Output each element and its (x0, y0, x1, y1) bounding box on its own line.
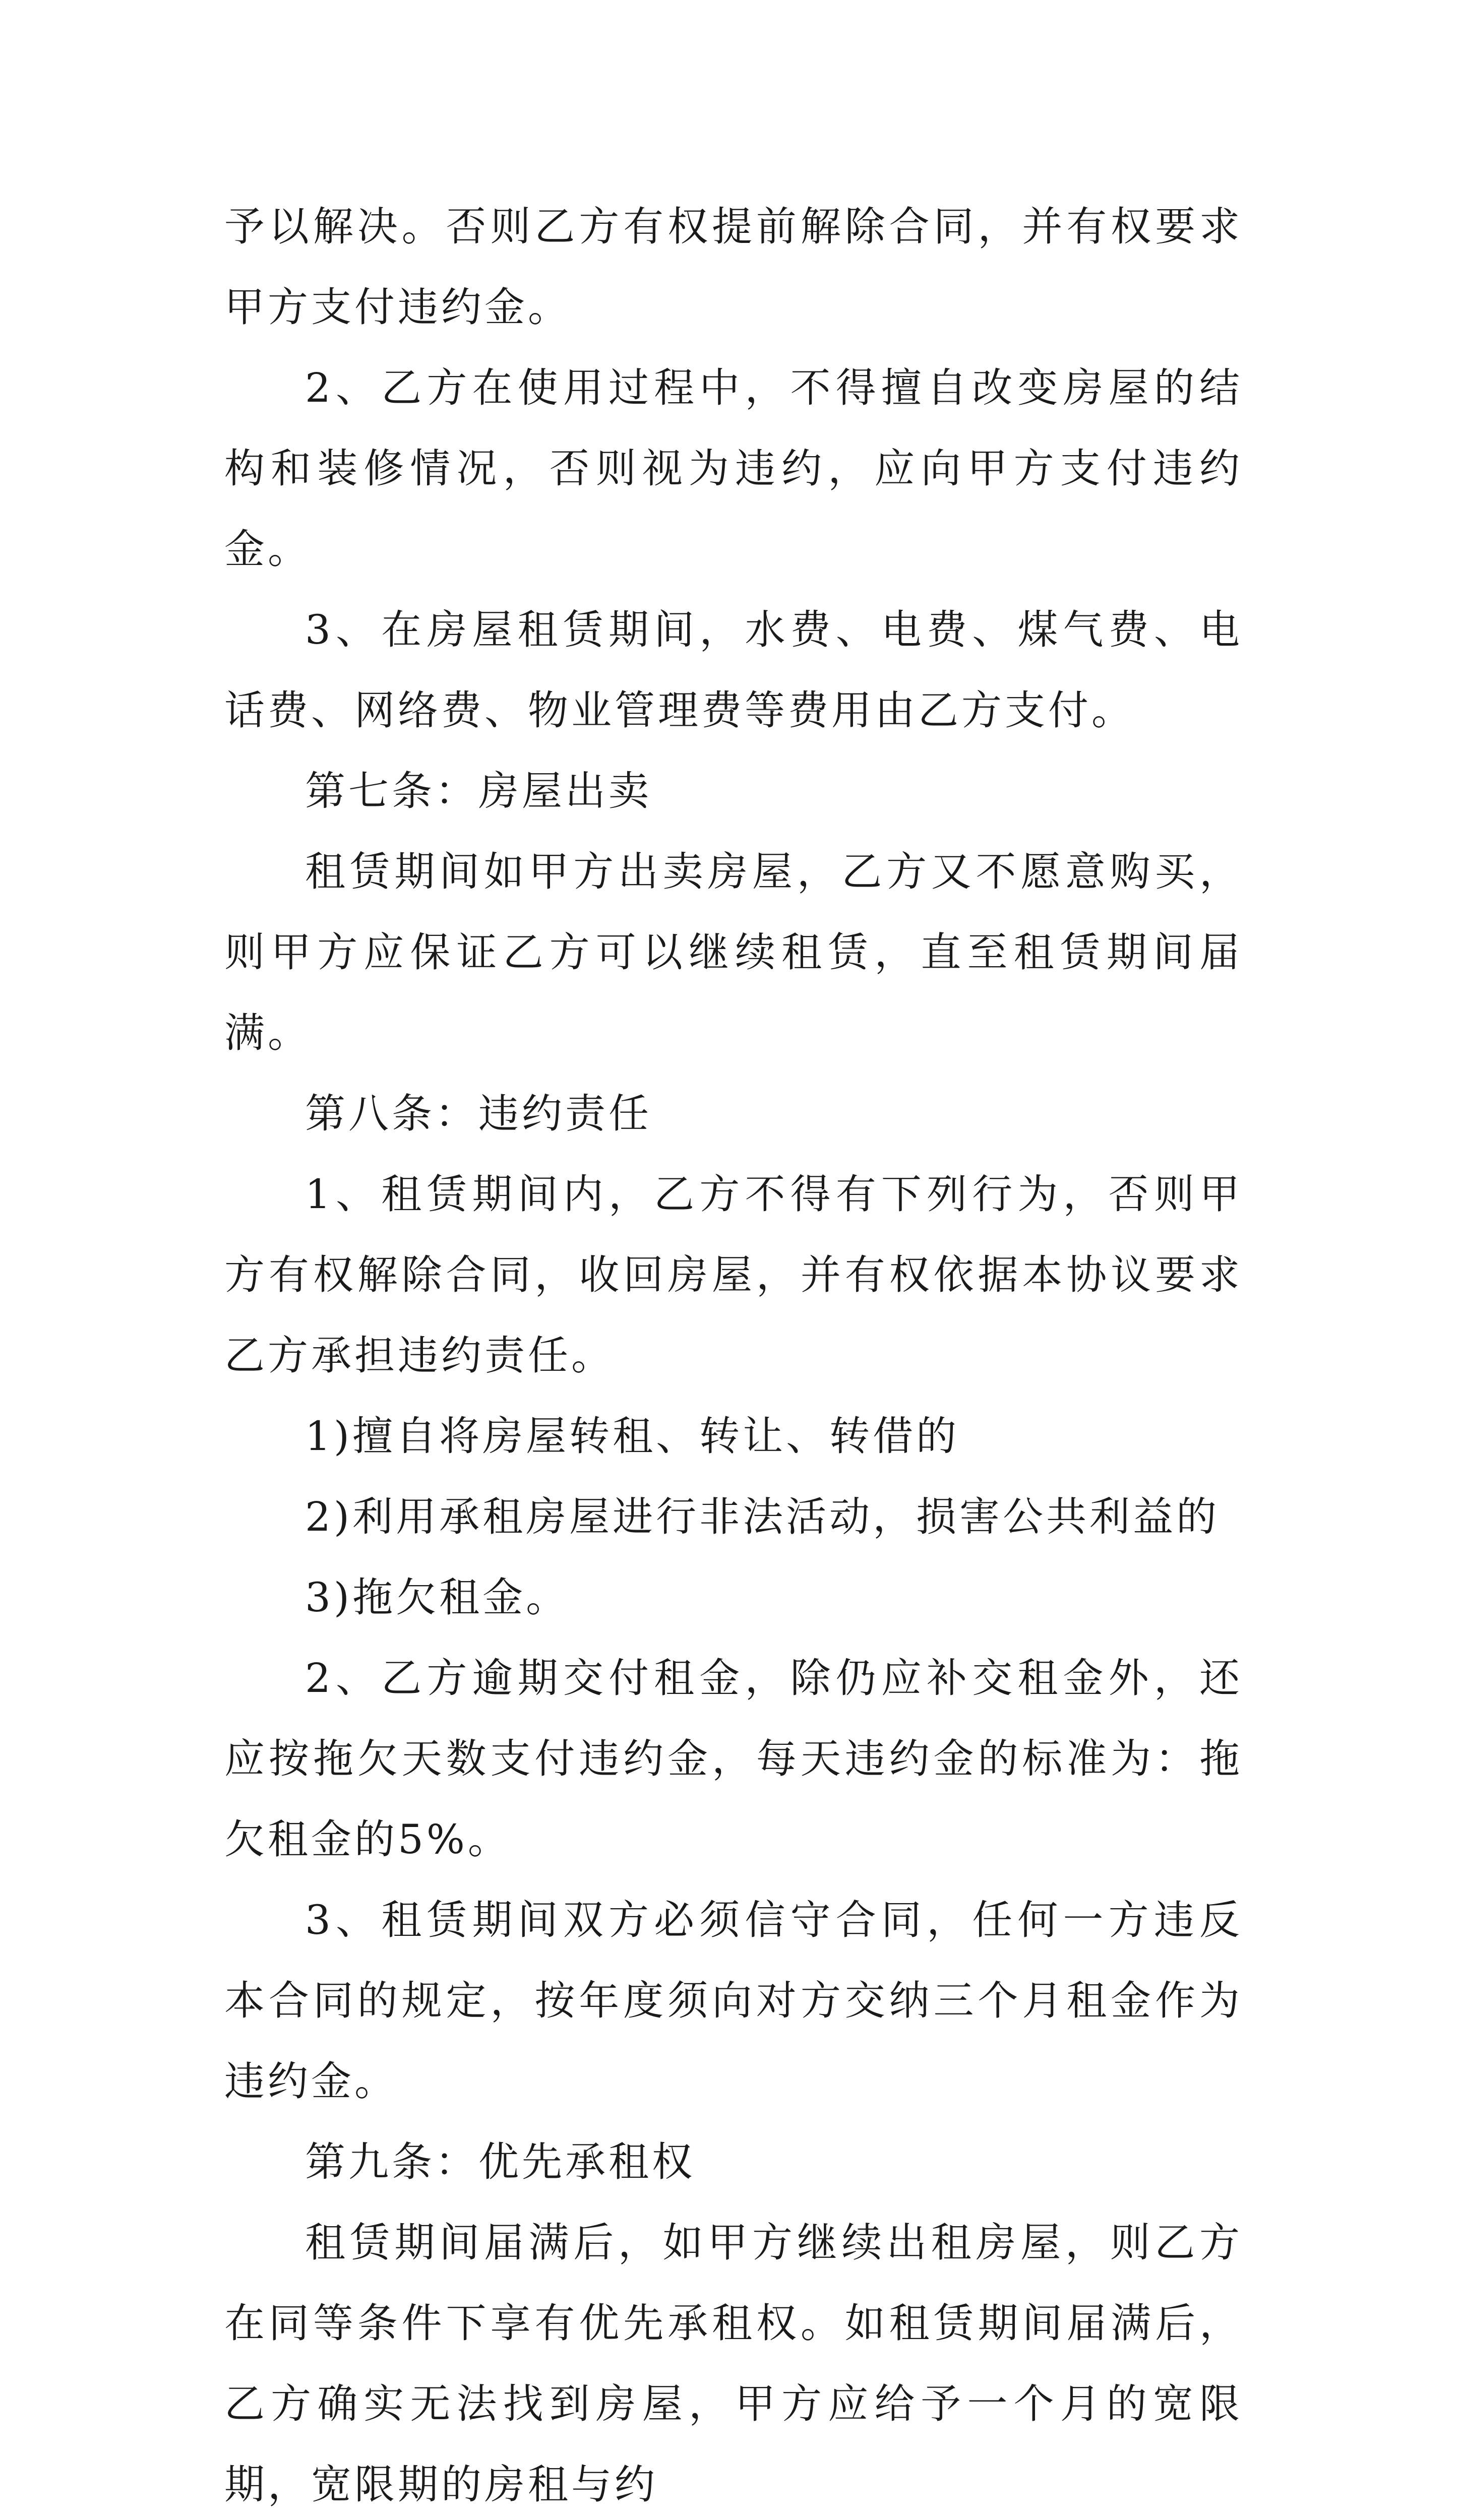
list-item: 2)利用承租房屋进行非法活动，损害公共利益的 (305, 1493, 1220, 1540)
paragraph: 租赁期间如甲方出卖房屋，乙方又不愿意购买，则甲方应保证乙方可以继续租赁，直至租赁期间届满。 (224, 848, 1243, 1056)
paragraph: 2、乙方逾期交付租金，除仍应补交租金外，还应按拖欠天数支付违约金，每天违约金的标准为：拖欠租金的5%。 (224, 1655, 1243, 1863)
paragraph: 3、租赁期间双方必须信守合同，任何一方违反本合同的规定，按年度须向对方交纳三个月租金作为违约金。 (224, 1897, 1243, 2105)
section-heading: 第九条：优先承租权 (305, 2138, 695, 2185)
section-heading: 第七条：房屋出卖 (305, 768, 652, 814)
paragraph: 3、在房屋租赁期间，水费、电费、煤气费、电话费、网络费、物业管理费等费用由乙方支付。 (224, 606, 1243, 734)
document-body (224, 186, 1243, 2520)
paragraph: 1、租赁期间内，乙方不得有下列行为，否则甲方有权解除合同，收回房屋，并有权依据本协议要求乙方承担违约责任。 (224, 1171, 1243, 1379)
list-item: 3)拖欠租金。 (305, 1574, 570, 1621)
list-item: 1)擅自将房屋转租、转让、转借的 (305, 1413, 960, 1460)
paragraph: 予以解决。否则乙方有权提前解除合同，并有权要求甲方支付违约金。 (224, 203, 1243, 331)
paragraph: 租赁期间届满后，如甲方继续出租房屋，则乙方在同等条件下享有优先承租权。如租赁期间届满后，乙方确实无法找到房屋，甲方应给予一个月的宽限期，宽限期的房租与约 (224, 2219, 1243, 2508)
section-heading: 第八条：违约责任 (305, 1090, 652, 1137)
paragraph: 2、乙方在使用过程中，不得擅自改变房屋的结构和装修情况，否则视为违约，应向甲方支付违约金。 (224, 364, 1243, 573)
